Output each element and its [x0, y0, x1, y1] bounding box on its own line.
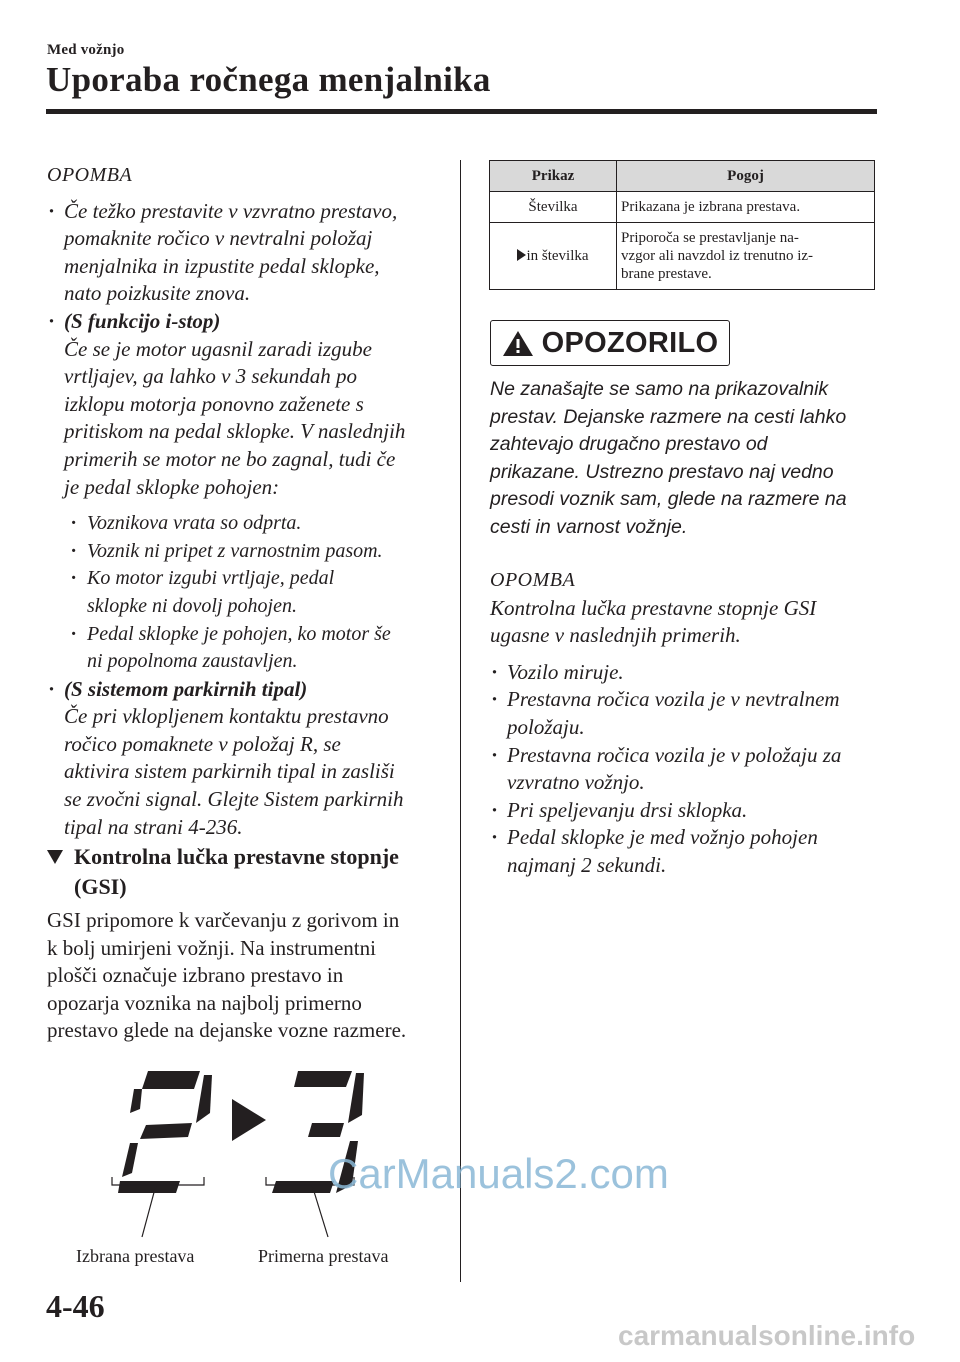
note-item-title: · (S sistemom parkirnih tipal): [64, 676, 308, 701]
text-line: primerih se motor ne bo zagnal, tudi če: [64, 446, 396, 471]
text-line: aktivira sistem parkirnih tipal in zasliši: [64, 759, 395, 784]
table-cell: Številka: [490, 192, 617, 223]
watermark: CarManuals2.com: [328, 1150, 669, 1197]
sub-item: [47, 565, 447, 620]
warning-label: OPOZORILO: [541, 326, 719, 359]
text-line: · Voznik ni pripet z varnostnim pasom.: [87, 539, 383, 562]
table-cell: [490, 223, 617, 290]
text-line: Ne zanašajte se samo na prikazovalnik: [490, 378, 829, 400]
cell-line: Priporoča se prestavljanje na-: [621, 230, 799, 246]
text-line: pritiskom na pedal sklopke. V naslednjih: [64, 419, 406, 444]
section-heading: [47, 842, 484, 902]
page-number: 4-46: [46, 1288, 105, 1324]
text-line: ni popolnoma zaustavljen.: [87, 650, 298, 673]
text-line: Če pri vklopljenem kontaktu prestavno: [64, 704, 389, 729]
cell-line: Prikazana je izbrana prestava.: [621, 199, 801, 215]
right-note: [490, 567, 890, 880]
text-line: izklopu motorja ponovno zaženete s: [64, 391, 364, 416]
label-selected-gear: Izbrana prestava: [76, 1246, 195, 1266]
text-line: Če se je motor ugasnil zaradi izgube: [64, 336, 372, 361]
cell-text: in številka: [526, 248, 589, 264]
note-item-title: · (S funkcijo i-stop): [64, 308, 221, 333]
text-line: vzvratno vožnjo.: [507, 770, 645, 795]
note-item: [490, 686, 890, 741]
text-line: presodi voznik sam, glede na razmere na: [490, 488, 847, 511]
sub-item: [47, 538, 447, 566]
text-line: nato poizkusite znova.: [64, 281, 251, 306]
column-header: Prikaz: [490, 161, 617, 192]
warning-triangle-icon: [502, 329, 534, 357]
triangle-down-icon: [47, 850, 63, 864]
text-line: ugasne v naslednjih primerih.: [490, 623, 741, 648]
text-line: · Pri speljevanju drsi sklopka.: [507, 797, 748, 822]
text-line: cesti in varnost vožnje.: [490, 515, 688, 538]
text-line: · Pedal sklopke je pohojen, ko motor še: [87, 622, 391, 645]
text-line: tipal na strani 4-236.: [64, 814, 243, 839]
text-line: plošči označuje izbrano prestavo in: [47, 963, 344, 988]
note-item: [490, 659, 890, 687]
text-line: menjalnika in izpustite pedal sklopke,: [64, 253, 380, 278]
sub-item: [47, 621, 447, 676]
title-rule: [46, 109, 877, 114]
play-arrow-icon: [232, 1099, 266, 1141]
text-line: prestavo glede na dejanske vozne razmere.: [47, 1018, 407, 1043]
watermark: carmanualsonline.info: [618, 1320, 916, 1351]
note-item: [490, 742, 890, 797]
table-header-row: [490, 161, 875, 192]
text-line: sklopke ni dovolj pohojen.: [87, 594, 297, 617]
column-header: Pogoj: [617, 161, 875, 192]
text-line: vrtljajev, ga lahko v 3 sekundah po: [64, 364, 357, 389]
text-line: najmanj 2 sekundi.: [507, 852, 667, 877]
sub-list: [47, 510, 447, 676]
note-item: [490, 797, 890, 825]
column-divider: [460, 160, 461, 1282]
text-line: se zvočni signal. Glejte Sistem parkirnih: [64, 787, 404, 812]
note-heading: OPOMBA: [490, 569, 576, 591]
heading-line: Kontrolna lučka prestavne stopnje: [74, 844, 399, 869]
text-line: · Vozilo miruje.: [507, 659, 624, 684]
text-line: Kontrolna lučka prestavne stopnje GSI: [490, 595, 817, 620]
text-line: k bolj umirjeni vožnji. Na instrumentni: [47, 935, 376, 960]
section-label: Med vožnjo: [47, 42, 125, 58]
text-line: · Ko motor izgubi vrtljaje, pedal: [87, 567, 335, 590]
text-line: je pedal sklopke pohojen:: [64, 474, 280, 499]
text-line: · Prestavna ročica vozila je v položaju za: [507, 742, 842, 767]
sub-item: [47, 510, 447, 538]
text-line: GSI pripomore k varčevanju z gorivom in: [47, 908, 400, 932]
text-line: ročico pomaknete v položaj R, se: [64, 731, 341, 756]
cell-line: brane prestave.: [621, 266, 712, 282]
text-line: · Če težko prestavite v vzvratno prestavo,: [64, 198, 398, 223]
body-text: [47, 907, 457, 1045]
text-line: prikazane. Ustrezno prestavo naj vedno: [490, 460, 834, 483]
text-line: zahtevajo drugačno prestavo od: [490, 433, 768, 456]
note-heading: OPOMBA: [47, 164, 133, 186]
left-note: [47, 162, 447, 841]
gsi-table: [489, 160, 875, 290]
table-row: [490, 192, 875, 223]
table-row: [490, 223, 875, 290]
note-item: [47, 676, 447, 842]
table-cell: [617, 192, 875, 223]
cell-line: vzgor ali navzdol iz trenutno iz-: [621, 248, 814, 264]
note-item: [490, 824, 890, 879]
table-cell: [617, 223, 875, 290]
heading-line: (GSI): [74, 874, 127, 899]
label-suggested-gear: Primerna prestava: [258, 1246, 389, 1266]
warning-text: [490, 376, 870, 542]
text-line: · Pedal sklopke je med vožnjo pohojen: [507, 825, 818, 850]
note-item: [47, 198, 447, 308]
text-line: prestav. Dejanske razmere na cesti lahko: [490, 405, 847, 428]
page-title: Uporaba ročnega menjalnika: [46, 60, 491, 99]
text-line: · Prestavna ročica vozila je v nevtralnem: [507, 687, 840, 712]
warning-badge: [490, 320, 730, 366]
text-line: opozarja voznika na najbolj primerno: [47, 990, 362, 1015]
note-item: [47, 308, 447, 501]
text-line: pomaknite ročico v nevtralni položaj: [64, 226, 373, 251]
text-line: položaju.: [507, 714, 585, 739]
text-line: · Voznikova vrata so odprta.: [87, 512, 302, 535]
digit-2-display: [118, 1071, 212, 1193]
